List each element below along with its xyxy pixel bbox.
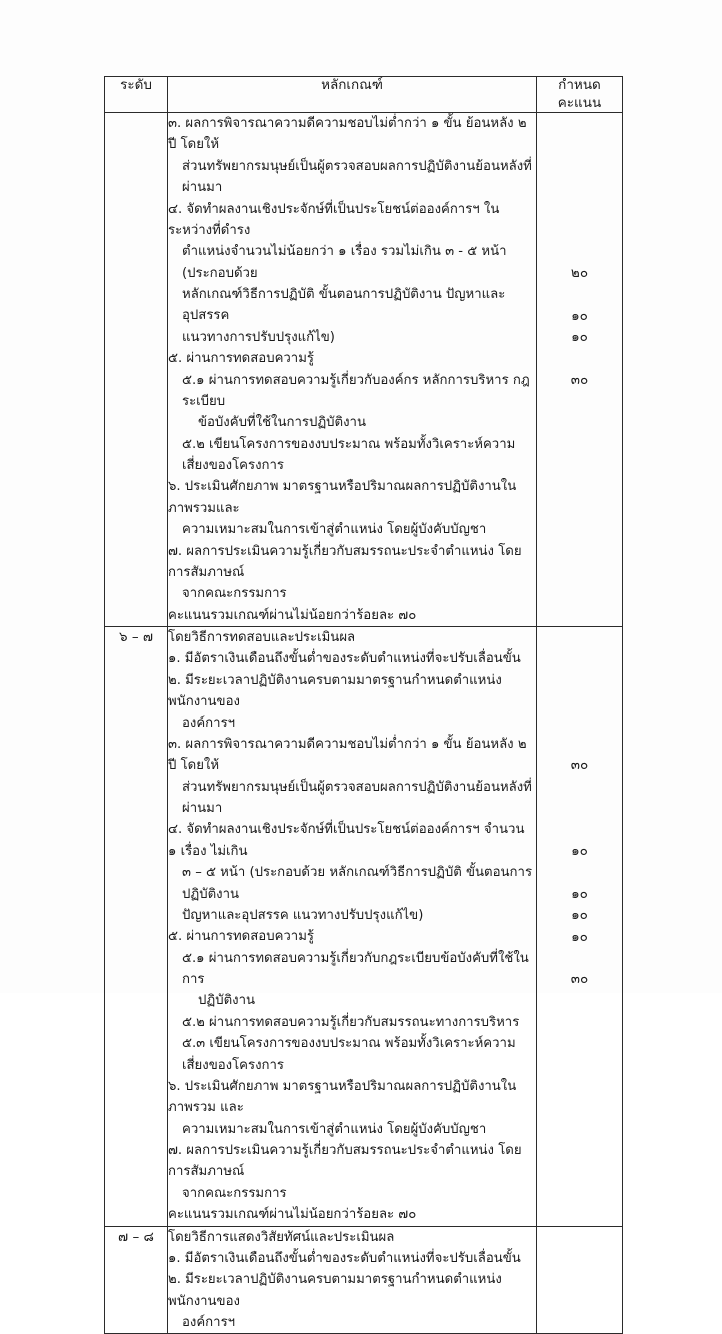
- score-value: [537, 1269, 622, 1290]
- score-value: ๓๐: [570, 371, 589, 388]
- criteria-line: ส่วนทรัพยากรมนุษย์เป็นผู้ตรวจสอบผลการปฏิบัติงานย้อนหลังที่ผ่านมา: [182, 158, 532, 196]
- score-value: [537, 798, 622, 819]
- score-value: [537, 948, 622, 969]
- criteria-line: จากคณะกรรมการ: [182, 586, 287, 602]
- score-value: [537, 648, 622, 669]
- criteria-line: องค์การฯ: [182, 715, 236, 731]
- score-value: [537, 777, 622, 798]
- criteria-line: ๒. มีระยะเวลาปฏิบัติงานครบตามมาตรฐานกำหนดตำแหน่งพนักงานของ: [168, 672, 502, 710]
- score-value: [537, 1291, 622, 1312]
- table-header: [105, 77, 623, 113]
- criteria-line: ๓ – ๕ หน้า (ประกอบด้วย หลักเกณฑ์วิธีการปฏิบัติ ขั้นตอนการปฏิบัติงาน: [182, 865, 533, 902]
- cell-criteria: [168, 113, 537, 627]
- score-value: [537, 627, 622, 648]
- criteria-line: ๒. มีระยะเวลาปฏิบัติงานครบตามมาตรฐานกำหนดตำแหน่งพนักงานของ: [168, 1272, 502, 1309]
- score-value: [537, 199, 622, 220]
- score-value: [537, 348, 622, 369]
- score-value: ๑๐: [571, 843, 588, 859]
- criteria-line: ๕.๒ เขียนโครงการของงบประมาณ พร้อมทั้งวิเคราะห์ความเสี่ยงของโครงการ: [182, 436, 516, 474]
- criteria-line: ปฏิบัติงาน: [198, 993, 256, 1009]
- criteria-line: ๕.๓ เขียนโครงการของงบประมาณ พร้อมทั้งวิเคราะห์ความเสี่ยงของโครงการ: [182, 1036, 516, 1073]
- score-value: [537, 134, 622, 155]
- score-value: [537, 820, 622, 841]
- criteria-line: ความเหมาะสมในการเข้าสู่ตำแหน่ง โดยผู้บังคับบัญชา: [182, 1121, 487, 1137]
- score-value: [537, 1248, 622, 1269]
- table-body: [105, 113, 623, 1334]
- column-header-criteria: หลักเกณฑ์: [168, 77, 537, 113]
- criteria-line: ๔. จัดทำผลงานเชิงประจักษ์ที่เป็นประโยชน์ต่อองค์การฯ ในระหว่างที่ดำรง: [168, 201, 500, 238]
- criteria-line: หลักเกณฑ์วิธีการปฏิบัติ ขั้นตอนการปฏิบัติงาน ปัญหาและอุปสรรค: [182, 287, 506, 324]
- score-value: [537, 177, 622, 198]
- criteria-line: คะแนนรวมเกณฑ์ผ่านไม่น้อยกว่าร้อยละ ๗๐: [168, 607, 417, 623]
- criteria-line: ๓. ผลการพิจารณาความดีความชอบไม่ต่ำกว่า ๑ ขั้น ย้อนหลัง ๒ ปี โดยให้: [168, 736, 531, 774]
- cell-level: ๖ – ๗: [105, 627, 168, 1227]
- score-value: [537, 1012, 622, 1033]
- criteria-line: ๑. มีอัตราเงินเดือนถึงขั้นต่ำของระดับตำแหน่งที่จะปรับเลื่อนขั้น: [168, 651, 521, 667]
- criteria-line: แนวทางการปรับปรุงแก้ไข): [182, 329, 335, 345]
- criteria-line: ๓. ผลการพิจารณาความดีความชอบไม่ต่ำกว่า ๑ ขั้น ย้อนหลัง ๒ ปี โดยให้: [168, 116, 531, 153]
- score-value: ๓๐: [570, 971, 589, 988]
- score-value: [537, 991, 622, 1012]
- criteria-line: ๕. ผ่านการทดสอบความรู้: [168, 351, 314, 367]
- score-value: [537, 156, 622, 177]
- criteria-line: ๑. มีอัตราเงินเดือนถึงขั้นต่ำของระดับตำแหน่งที่จะปรับเลื่อนขั้น: [168, 1250, 521, 1266]
- cell-level: ๗ – ๘: [105, 1226, 168, 1334]
- criteria-line: องค์การฯ: [182, 1315, 236, 1331]
- score-value: [537, 220, 622, 241]
- criteria-line: ๕. ผ่านการทดสอบความรู้: [168, 929, 314, 945]
- score-value: [537, 713, 622, 734]
- criteria-line: จากคณะกรรมการ: [182, 1185, 287, 1201]
- criteria-line: ๕.๒ ผ่านการทดสอบความรู้เกี่ยวกับสมรรถนะทางการบริหาร: [182, 1014, 520, 1030]
- cell-criteria: [168, 1226, 537, 1334]
- criteria-line: ๗. ผลการประเมินความรู้เกี่ยวกับสมรรถนะประจำตำแหน่ง โดยการสัมภาษณ์: [168, 543, 522, 580]
- score-value: ๒๐: [570, 264, 589, 281]
- criteria-line: ข้อบังคับที่ใช้ในการปฏิบัติงาน: [198, 415, 366, 431]
- score-value: [537, 241, 622, 262]
- criteria-line: ๗. ผลการประเมินความรู้เกี่ยวกับสมรรถนะประจำตำแหน่ง โดยการสัมภาษณ์: [168, 1143, 522, 1180]
- score-value: ๑๐: [571, 885, 588, 902]
- cell-level: [105, 113, 168, 627]
- score-value: ๑๐: [571, 329, 588, 345]
- score-value: [537, 1227, 622, 1248]
- score-value: ๑๐: [571, 907, 588, 924]
- criteria-line: ๔. จัดทำผลงานเชิงประจักษ์ที่เป็นประโยชน์ต่อองค์การฯ จำนวน ๑ เรื่อง ไม่เกิน: [168, 822, 529, 859]
- cell-score: [537, 113, 623, 627]
- criteria-line: โดยวิธีการแสดงวิสัยทัศน์และประเมินผล: [168, 1229, 395, 1245]
- criteria-line: ๕.๑ ผ่านการทดสอบความรู้เกี่ยวกับองค์กร หลักการบริหาร กฎระเบียบ: [182, 372, 530, 409]
- score-value: [537, 691, 622, 712]
- score-value: [537, 862, 622, 883]
- table-row: [105, 1226, 623, 1334]
- cell-score: [537, 1226, 623, 1334]
- criteria-line: ส่วนทรัพยากรมนุษย์เป็นผู้ตรวจสอบผลการปฏิบัติงานย้อนหลังที่ผ่านมา: [182, 779, 532, 817]
- column-header-score: กำหนดคะแนน: [537, 77, 623, 113]
- criteria-line: ตำแหน่งจำนวนไม่น้อยกว่า ๑ เรื่อง รวมไม่เกิน ๓ - ๕ หน้า (ประกอบด้วย: [182, 244, 511, 281]
- score-value: [537, 113, 622, 134]
- table-header-row: [105, 77, 623, 113]
- score-value: [537, 284, 622, 305]
- criteria-line: ๖. ประเมินศักยภาพ มาตรฐานหรือปริมาณผลการปฏิบัติงานในภาพรวม และ: [168, 1078, 517, 1116]
- score-value: [537, 413, 622, 434]
- cell-score: [537, 627, 623, 1227]
- table-row: [105, 627, 623, 1227]
- cell-criteria: [168, 627, 537, 1227]
- score-value: [537, 391, 622, 412]
- score-value: [537, 734, 622, 755]
- score-value: ๑๐: [571, 928, 588, 945]
- criteria-line: โดยวิธีการทดสอบและประเมินผล: [168, 630, 356, 646]
- score-value: [537, 670, 622, 691]
- criteria-line: ๖. ประเมินศักยภาพ มาตรฐานหรือปริมาณผลการปฏิบัติงานในภาพรวมและ: [168, 479, 517, 516]
- column-header-level: ระดับ: [105, 77, 168, 113]
- criteria-line: ความเหมาะสมในการเข้าสู่ตำแหน่ง โดยผู้บังคับบัญชา: [182, 522, 487, 538]
- score-value: ๑๐: [571, 307, 588, 324]
- criteria-line: คะแนนรวมเกณฑ์ผ่านไม่น้อยกว่าร้อยละ ๗๐: [168, 1207, 417, 1223]
- criteria-table: [104, 76, 623, 1334]
- score-value: ๓๐: [570, 757, 589, 774]
- criteria-line: ๕.๑ ผ่านการทดสอบความรู้เกี่ยวกับกฎระเบียบข้อบังคับที่ใช้ในการ: [182, 950, 529, 988]
- criteria-line: ปัญหาและอุปสรรค แนวทางปรับปรุงแก้ไข): [182, 907, 424, 923]
- table-row: [105, 113, 623, 627]
